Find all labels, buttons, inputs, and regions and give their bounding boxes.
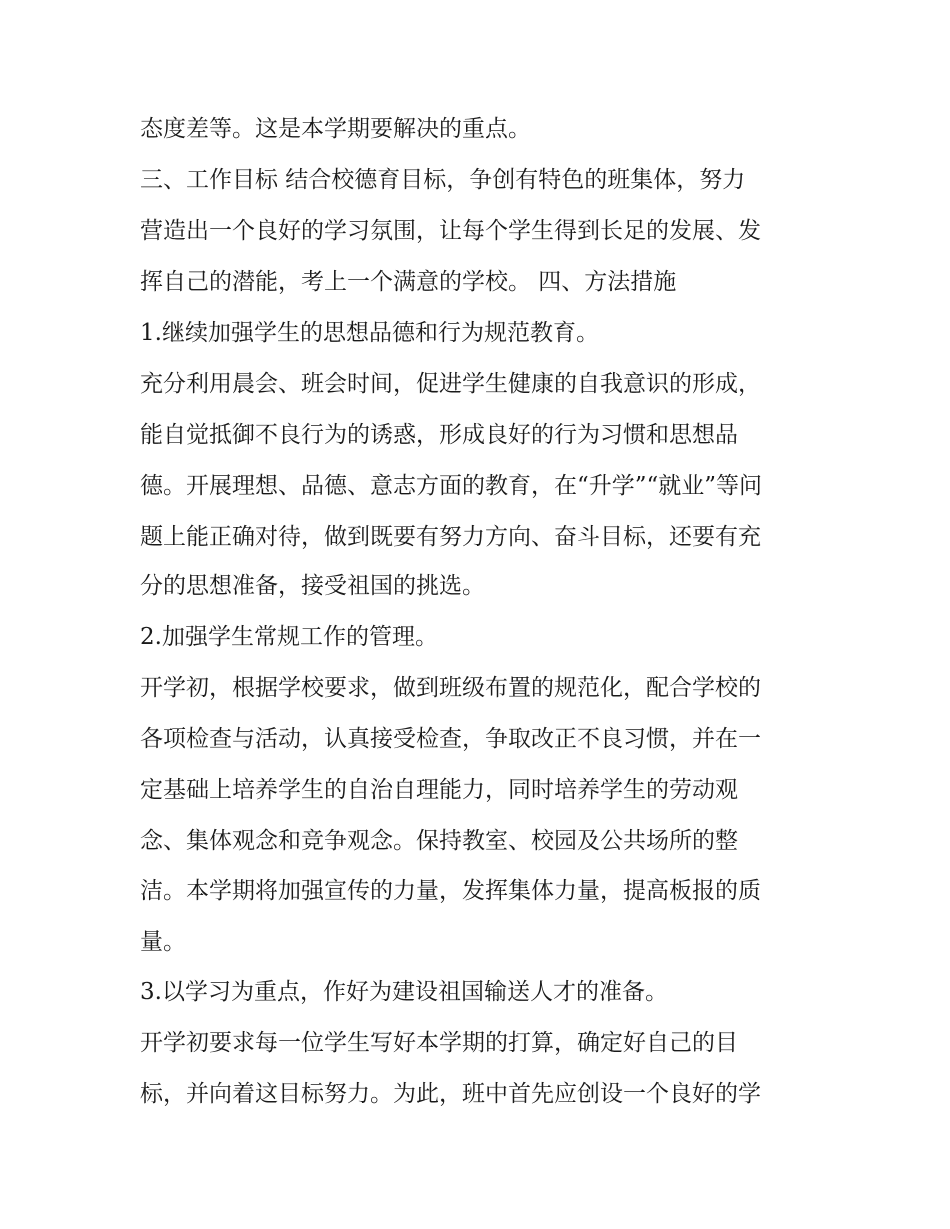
text-line: 标，并向着这目标努力。为此，班中首先应创设一个良好的学 [140,1081,761,1107]
text-line: 3.以学习为重点，作好为建设祖国输送人才的准备。 [140,979,668,1005]
text-line: 态度差等。这是本学期要解决的重点。 [140,116,531,142]
text-line: 德。开展理想、品德、意志方面的教育，在“升学”“就业”等问 [140,473,763,499]
text-line: 题上能正确对待，做到既要有努力方向、奋斗目标，还要有充 [140,524,761,550]
text-line: 量。 [140,929,186,955]
text-line: 能自觉抵御不良行为的诱惑，形成良好的行为习惯和思想品 [140,422,738,448]
text-line: 三、工作目标 结合校德育目标，争创有特色的班集体，努力 [140,167,746,193]
text-line: 开学初要求每一位学生写好本学期的打算，确定好自己的目 [140,1030,738,1056]
text-line: 洁。本学期将加强宣传的力量，发挥集体力量，提高板报的质 [140,878,761,904]
text-line: 念、集体观念和竞争观念。保持教室、校园及公共场所的整 [140,828,738,854]
text-line: 挥自己的潜能，考上一个满意的学校。 四、方法措施 [140,269,677,295]
text-line: 各项检查与活动，认真接受检查，争取改正不良习惯，并在一 [140,726,761,752]
text-line: 营造出一个良好的学习氛围，让每个学生得到长足的发展、发 [140,218,761,244]
text-line: 1.继续加强学生的思想品德和行为规范教育。 [140,320,599,346]
text-line: 分的思想准备，接受祖国的挑选。 [140,573,485,599]
text-line: 开学初，根据学校要求，做到班级布置的规范化，配合学校的 [140,675,761,701]
text-line: 定基础上培养学生的自治自理能力，同时培养学生的劳动观 [140,777,738,803]
text-line: 充分利用晨会、班会时间，促进学生健康的自我意识的形成， [140,371,761,397]
text-line: 2.加强学生常规工作的管理。 [140,624,438,650]
